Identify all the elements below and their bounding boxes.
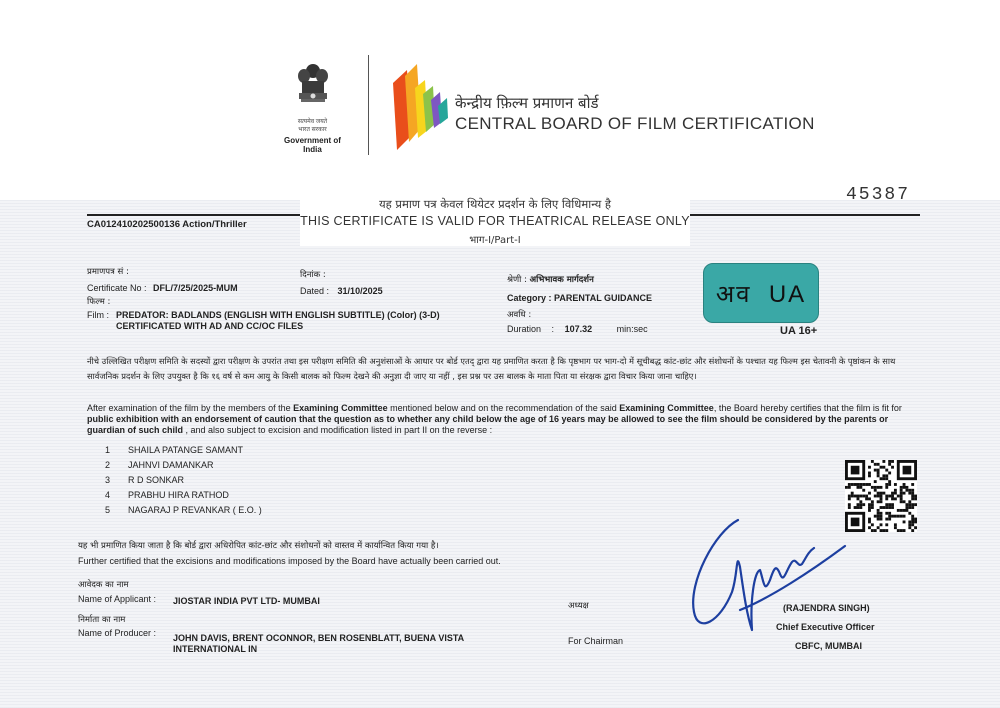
national-emblem <box>275 62 350 154</box>
category-row <box>507 293 652 303</box>
date-row <box>300 286 383 296</box>
para-part-4: Examining Committee <box>619 403 714 413</box>
signatory-title: Chief Executive Officer <box>776 622 875 632</box>
notice-english: THIS CERTIFICATE IS VALID FOR THEATRICAL RELEASE ONLY <box>300 214 690 228</box>
member-name: PRABHU HIRA RATHOD <box>128 490 229 500</box>
qr-code <box>845 460 917 532</box>
rating-sub: UA 16+ <box>780 325 818 337</box>
date-hindi: दिनांक <box>300 270 321 280</box>
rating-badge <box>703 263 819 323</box>
further-english: Further certified that the excisions and modifications imposed by the Board have actually been carried out. <box>78 556 501 566</box>
cert-no-row <box>87 283 238 293</box>
member-name: SHAILA PATANGE SAMANT <box>128 445 244 455</box>
producer-hindi: निर्माता का नाम <box>78 615 126 625</box>
certification-text-hindi: नीचे उल्लिखित परीक्षण समिति के सदस्यों द्वारा परीक्षण के उपरांत तथा इस परीक्षण समिति की अनुशंसाओं के आधार पर बोर्ड एतद् द्वारा यह प्रमाणित करता है कि पृष्ठभाग पर भाग-दो में सूचीबद्ध कांट-छांट और संशोधनों के पश्चात यह फिल्म इस चेतावनी के पृष्ठांकन के साथ सार्वजनिक प्रदर्शन के लिए उपयुक्त है कि १६ वर्ष से कम आयु के किसी बालक को फिल्म देखने की अनुज्ञा दी जाए या नहीं , इस प्रश्न पर उस बालक के माता पिता या संरक्षक द्वारा विचार किया जाना चाहिए। <box>87 356 896 381</box>
org-name-hindi: केन्द्रीय फ़िल्म प्रमाणन बोर्ड <box>455 94 599 112</box>
producer-value-line1: JOHN DAVIS, BRENT OCONNOR, BEN ROSENBLATT, BUENA VISTA <box>173 633 465 643</box>
rule-right <box>690 214 920 216</box>
member-number: 3 <box>104 475 110 485</box>
notice-part: भाग-I/Part-I <box>469 235 521 246</box>
para-part-2: Examining Committee <box>293 403 388 413</box>
producer-label: Name of Producer : <box>78 628 157 638</box>
duration-row: Duration : 107.32 min:sec <box>507 324 648 334</box>
certificate-page: सत्यमेव जयते भारत सरकार Government of India केन्द्रीय फ़िल्म प्रमाणन बोर्ड CENTRAL BOARD OF FILM CERTIFICATION 45387 यह प्रमाण पत्र केवल थियेटर प्रदर्शन के लिए विधिमान्य है THIS CERTIFICATE IS VALID FOR THEATRICAL RELEASE ONLY भाग-I/Part-I CA012410202500136 Action/Thriller प्रमाणपत्र सं : Certificate No : DFL/7/25/2025-MUM दिनांक : Dated : 31/10/2025 श्रेणी : अभिभावक मार्गदर्शन Category : PARENTAL GUIDANCE फिल्म : Film : PREDATOR: BADLANDS (ENGLISH WITH ENGLISH SUBTITLE) (Color) (3-D) CERTIFICATED WITH AD AND CC/OC FILES अवधि : Duration : 107.32 min:sec अव UA UA 16+ नीचे उल्लिखित परीक्षण समिति के सदस्यों द्वारा परीक्षण के उपरांत तथा इस परीक्षण समिति की अनुशंसाओं के आधार पर बोर्ड एतद् द्वारा यह प्रमाणित करता है कि पृष्ठभाग पर भाग-दो में सूचीबद्ध कांट-छांट और संशोधनों के पश्चात यह फिल्म इस चेतावनी के पृष्ठांकन के साथ सार्वजनिक प्रदर्शन के लिए उपयुक्त है कि १६ वर्ष से कम आयु के किसी बालक को फिल्म देखने की अनुज्ञा दी जाए या नहीं , इस प्रश्न पर उस बालक के माता पिता या संरक्षक द्वारा विचार किया जाना चाहिए। After examination of the film by the members of the Examining Committee mentioned below and on the recommendation of the said Examining Committee, the Board hereby certifies that the film is fit for public exhibition with an endorsement of caution that the question as to whether any child below the age of 16 years may be allowed to see the film should be considered by the parents or guardian of such child , and also subject to excision and modification listed in part II on the reverse : 1 SHAILA PATANGE SAMANT 2 JAHNVI DAMANKAR 3 R D SONKAR 4 PRABHU HIRA RATHOD 5 NAGARAJ P REVANKAR ( E.O. ) यह भी प्रमाणित किया जाता है कि बोर्ड द्वारा अधिरोपित कांट-छांट और संशोधनों को वास्तव में कार्यान्वित किया गया है। Further certified that the excisions and modifications imposed by the Board have actually been carried out. आवेदक का नाम Name of Applicant : JIOSTAR INDIA PVT LTD- MUMBAI निर्माता का नाम Name of Producer : JOHN DAVIS, BRENT OCONNOR, BEN ROSENBLATT, BUENA VISTA INTERNATIONAL IN अध्यक्ष For Chairman (RAJENDRA SINGH) Chief Executive Officer CBFC, MUMBAI <box>0 0 1000 708</box>
member-name: R D SONKAR <box>128 475 185 485</box>
para-part-1: After examination of the film by the members of the <box>87 403 294 413</box>
para-part-3: mentioned below and on the recommendation of the said <box>387 403 620 413</box>
applicant-label: Name of Applicant : <box>78 594 157 604</box>
category-label: Category : <box>507 293 552 303</box>
member-number: 1 <box>104 445 110 455</box>
date-value: 31/10/2025 <box>337 286 383 296</box>
member-row <box>98 445 262 460</box>
certificate-code: CA012410202500136 Action/Thriller <box>87 219 247 230</box>
member-number: 2 <box>104 460 110 470</box>
member-row <box>98 490 262 505</box>
chairman-hindi: अध्यक्ष <box>568 601 589 611</box>
member-name: NAGARAJ P REVANKAR ( E.O. ) <box>128 505 262 515</box>
org-name-english: CENTRAL BOARD OF FILM CERTIFICATION <box>455 114 815 133</box>
duration-unit: min:sec <box>616 324 648 334</box>
cbfc-logo-icon <box>385 58 453 158</box>
committee-members <box>98 445 262 520</box>
film-label: Film : <box>87 310 109 320</box>
cert-no-label: Certificate No : <box>87 283 147 293</box>
producer-value-line2: INTERNATIONAL IN <box>173 644 258 654</box>
member-number: 4 <box>104 490 110 500</box>
government-label: Government of India <box>284 136 341 154</box>
para-part-7: , and also subject to excision and modification listed in part II on the reverse : <box>183 425 493 435</box>
duration-hindi: अवधि : <box>507 310 532 320</box>
member-row <box>98 505 262 520</box>
member-number: 5 <box>104 505 110 515</box>
category-hindi-value: अभिभावक मार्गदर्शन <box>529 275 594 285</box>
ashoka-emblem-icon <box>293 62 333 118</box>
further-hindi: यह भी प्रमाणित किया जाता है कि बोर्ड द्वारा अधिरोपित कांट-छांट और संशोधनों को वास्तव में कार्यान्वित किया गया है। <box>78 541 439 551</box>
film-title-line1: PREDATOR: BADLANDS (ENGLISH WITH ENGLISH SUBTITLE) (Color) (3-D) <box>116 310 440 320</box>
category-hindi-row <box>507 274 594 285</box>
para-part-6: public exhibition with an endorsement of caution that the question as to whether any child below the age of 16 years may be allowed to see the film should be considered by the parents or guardian of such child <box>87 414 889 435</box>
validity-notice <box>300 190 690 246</box>
date-label: Dated : <box>300 286 330 296</box>
duration-label: Duration <box>507 324 542 334</box>
rule-left <box>87 214 300 216</box>
emblem-govt-hindi: भारत सरकार <box>298 127 327 133</box>
applicant-value: JIOSTAR INDIA PVT LTD- MUMBAI <box>173 596 320 606</box>
header-divider <box>368 55 369 155</box>
duration-value: 107.32 <box>564 324 593 334</box>
certification-text-english <box>87 403 912 436</box>
film-title-line2: CERTIFICATED WITH AD AND CC/OC FILES <box>116 321 304 331</box>
rating-badge-text: अव UA <box>715 280 807 308</box>
cert-no-hindi: प्रमाणपत्र सं <box>87 267 124 277</box>
signatory-name: (RAJENDRA SINGH) <box>783 603 870 613</box>
serial-number: 45387 <box>846 185 911 205</box>
member-name: JAHNVI DAMANKAR <box>128 460 214 470</box>
member-row <box>98 460 262 475</box>
signatory-office: CBFC, MUMBAI <box>795 641 862 651</box>
film-hindi: फिल्म : <box>87 297 111 307</box>
emblem-motto: सत्यमेव जयते <box>297 119 328 125</box>
category-hindi: श्रेणी : <box>507 275 527 285</box>
notice-hindi: यह प्रमाण पत्र केवल थियेटर प्रदर्शन के लिए विधिमान्य है <box>378 197 612 211</box>
para-part-5: , the Board hereby certifies that the film is fit for <box>713 403 902 413</box>
cert-no-value: DFL/7/25/2025-MUM <box>153 283 238 293</box>
for-chairman-label: For Chairman <box>568 636 624 646</box>
applicant-hindi: आवेदक का नाम <box>78 580 129 590</box>
member-row <box>98 475 262 490</box>
category-value: PARENTAL GUIDANCE <box>554 293 653 303</box>
